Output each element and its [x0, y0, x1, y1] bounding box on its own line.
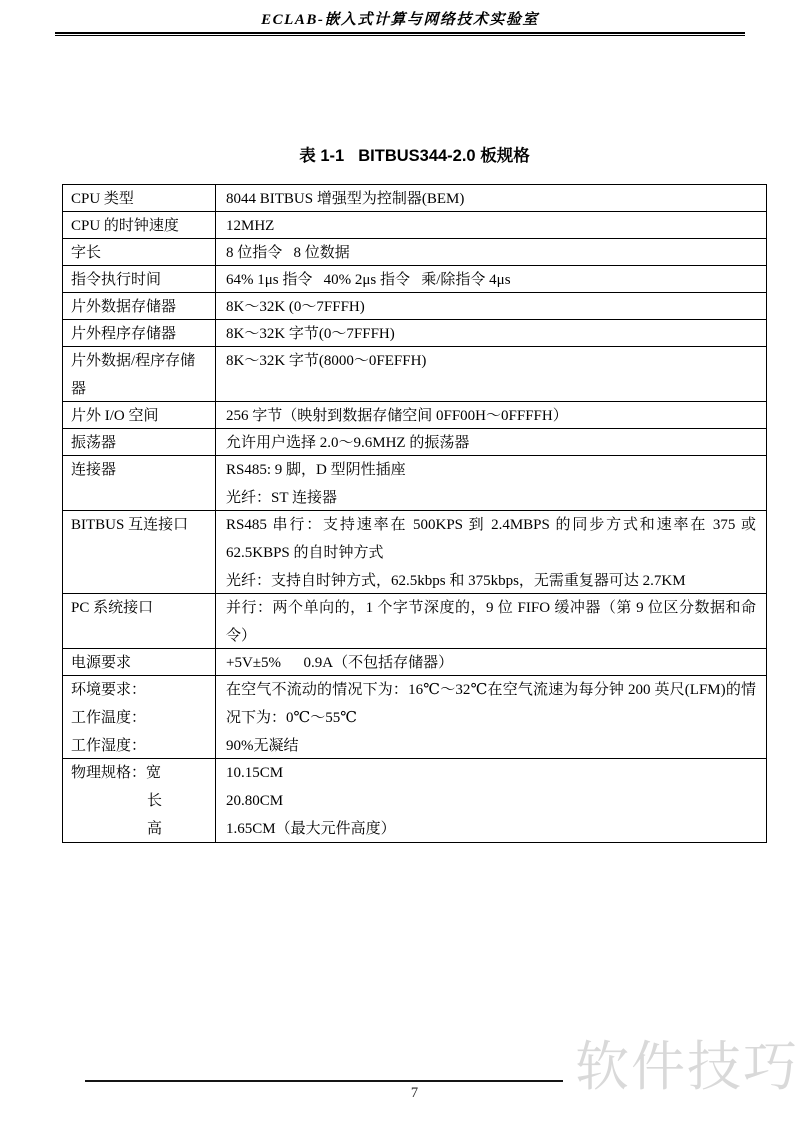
- table-caption: [62, 142, 767, 166]
- table-row: [63, 293, 766, 320]
- label-line: 片外数据存储器: [71, 299, 177, 315]
- row-label: [63, 239, 216, 265]
- row-value: [216, 266, 766, 292]
- row-label: [63, 511, 216, 593]
- row-label: [63, 429, 216, 455]
- label-line: PC 系统接口: [71, 600, 154, 616]
- row-label: [63, 293, 216, 319]
- label-line: 高: [147, 821, 163, 837]
- label-line: 工作湿度：: [71, 738, 147, 754]
- row-value: [216, 320, 766, 346]
- row-value: [216, 594, 766, 648]
- value-line: 8 位指令 8 位数据: [226, 245, 350, 261]
- value-line: 256 字节（映射到数据存储空间 0FF00H～0FFFFH）: [226, 408, 568, 424]
- value-line: 62.5KBPS 的自时钟方式: [226, 545, 384, 561]
- row-value: [216, 759, 766, 842]
- table-row: [63, 511, 766, 594]
- label-line: BITBUS 互连接口: [71, 517, 189, 533]
- label-line: 长: [147, 793, 163, 809]
- value-line: 10.15CM: [226, 765, 284, 781]
- label-line: 振荡器: [71, 435, 117, 451]
- table-row: [63, 239, 766, 266]
- row-label: [63, 594, 216, 648]
- value-line: 12MHZ: [226, 218, 275, 234]
- row-value: [216, 649, 766, 675]
- row-value: [216, 402, 766, 428]
- row-label: [63, 676, 216, 758]
- row-label: [63, 759, 216, 842]
- table-row: [63, 320, 766, 347]
- label-line: CPU 类型: [71, 191, 134, 207]
- header-rule: [55, 32, 745, 36]
- table-row: [63, 402, 766, 429]
- label-line: 指令执行时间: [71, 272, 162, 288]
- table-row: [63, 456, 766, 511]
- row-label: [63, 649, 216, 675]
- table-caption-label: 表 1-1: [299, 147, 345, 165]
- table-row: [63, 759, 766, 842]
- value-line: 90%无凝结: [226, 738, 299, 754]
- row-label: [63, 320, 216, 346]
- table-caption-title: BITBUS344-2.0 板规格: [358, 147, 530, 165]
- row-label: [63, 185, 216, 211]
- row-label: [63, 456, 216, 510]
- header-lab-title: ECLAB-嵌入式计算与网络技术实验室: [261, 12, 539, 28]
- value-line: RS485: 9 脚，D 型阴性插座: [226, 462, 406, 478]
- table-row: [63, 676, 766, 759]
- value-line: 1.65CM（最大元件高度）: [226, 821, 396, 837]
- label-line: 物理规格：宽: [71, 765, 162, 781]
- value-line: 光纤：ST 连接器: [226, 490, 337, 506]
- table-row: [63, 266, 766, 293]
- value-line: 允许用户选择 2.0～9.6MHZ 的振荡器: [226, 435, 470, 451]
- row-label: [63, 347, 216, 401]
- label-line: 器: [71, 381, 87, 397]
- label-line: 片外程序存储器: [71, 326, 177, 342]
- table-row: [63, 429, 766, 456]
- value-line: 况下为：0℃～55℃: [226, 710, 358, 726]
- value-line: +5V±5% 0.9A（不包括存储器）: [226, 655, 454, 671]
- value-line: 20.80CM: [226, 793, 284, 809]
- value-line: 光纤：支持自时钟方式，62.5kbps 和 375kbps，无需重复器可达 2.7KM: [226, 573, 686, 589]
- label-line: 片外数据/程序存储: [71, 353, 196, 369]
- value-line: 令）: [226, 628, 257, 644]
- value-line: 64% 1μs 指令 40% 2μs 指令 乘/除指令 4μs: [226, 272, 511, 288]
- value-line: 8044 BITBUS 增强型为控制器(BEM): [226, 191, 465, 207]
- row-value: [216, 456, 766, 510]
- label-line: 片外 I/O 空间: [71, 408, 159, 424]
- label-line: 字长: [71, 245, 102, 261]
- page-number: 7: [410, 1085, 419, 1101]
- row-value: [216, 347, 766, 401]
- label-line: 连接器: [71, 462, 117, 478]
- label-line: 环境要求：: [71, 682, 147, 698]
- value-line: RS485 串行：支持速率在 500KPS 到 2.4MBPS 的同步方式和速率在 375 或: [226, 517, 756, 533]
- row-value: [216, 239, 766, 265]
- label-line: 工作温度：: [71, 710, 147, 726]
- label-line: CPU 的时钟速度: [71, 218, 179, 234]
- row-value: [216, 676, 766, 758]
- value-line: 8K～32K 字节(0～7FFFH): [226, 326, 395, 342]
- table-row: [63, 185, 766, 212]
- value-line: 并行：两个单向的，1 个字节深度的，9 位 FIFO 缓冲器（第 9 位区分数据和命: [226, 600, 756, 616]
- row-label: [63, 212, 216, 238]
- row-label: [63, 402, 216, 428]
- row-value: [216, 429, 766, 455]
- table-row: [63, 649, 766, 676]
- row-value: [216, 212, 766, 238]
- watermark-text: 软件技巧: [575, 1037, 799, 1097]
- row-value: [216, 185, 766, 211]
- spec-table: [62, 184, 767, 843]
- table-row: [63, 594, 766, 649]
- row-value: [216, 293, 766, 319]
- table-row: [63, 212, 766, 239]
- value-line: 在空气不流动的情况下为：16℃～32℃在空气流速为每分钟 200 英尺(LFM)的情: [226, 682, 756, 698]
- row-label: [63, 266, 216, 292]
- table-row: [63, 347, 766, 402]
- value-line: 8K～32K 字节(8000～0FEFFH): [226, 353, 427, 369]
- label-line: 电源要求: [71, 655, 132, 671]
- row-value: [216, 511, 766, 593]
- footer-rule: [85, 1080, 563, 1082]
- value-line: 8K～32K (0～7FFFH): [226, 299, 365, 315]
